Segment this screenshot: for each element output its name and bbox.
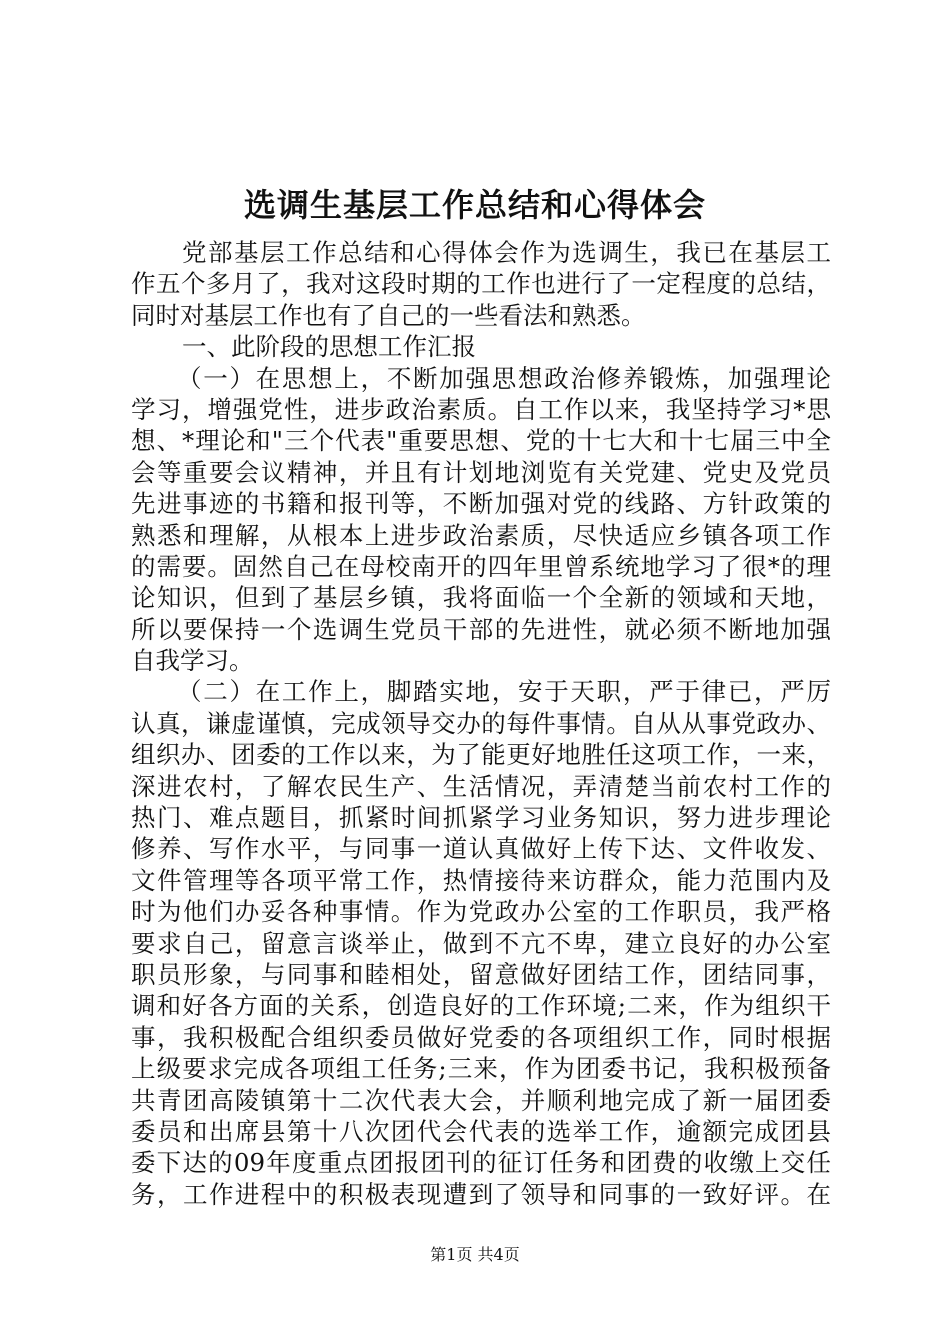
body-line: 所以要保持一个选调生党员干部的先进性，就必须不断地加强	[131, 614, 831, 644]
body-line: 委下达的09年度重点团报团刊的征订任务和团费的收缴上交任	[131, 1148, 831, 1178]
body-line: 认真，谦虚谨慎，完成领导交办的每件事情。自从从事党政办、	[131, 708, 831, 738]
body-line: 务，工作进程中的积极表现遭到了领导和同事的一致好评。在	[131, 1179, 831, 1209]
body-line: 想、*理论和"三个代表"重要思想、党的十七大和十七届三中全	[131, 426, 831, 456]
body-line: 时为他们办妥各种事情。作为党政办公室的工作职员，我严格	[131, 897, 831, 927]
body-line: 共青团高陵镇第十二次代表大会，并顺利地完成了新一届团委	[131, 1085, 831, 1115]
body-line: 学习，增强党性，进步政治素质。自工作以来，我坚持学习*思	[131, 394, 831, 424]
body-line: 同时对基层工作也有了自己的一些看法和熟悉。	[131, 300, 646, 330]
body-line: （二）在工作上，脚踏实地，安于天职，严于律已，严厉	[177, 677, 831, 707]
body-line: 事，我积极配合组织委员做好党委的各项组织工作，同时根据	[131, 1022, 831, 1052]
body-line: 热门、难点题目，抓紧时间抓紧学习业务知识，努力进步理论	[131, 803, 831, 833]
body-line: 要求自己，留意言谈举止，做到不亢不卑，建立良好的办公室	[131, 928, 831, 958]
body-line: 文件管理等各项平常工作，热情接待来访群众，能力范围内及	[131, 865, 831, 895]
body-line: 先进事迹的书籍和报刊等，不断加强对党的线路、方针政策的	[131, 489, 831, 519]
body-line: 修养、写作水平，与同事一道认真做好上传下达、文件收发、	[131, 834, 831, 864]
body-line: 熟悉和理解，从根本上进步政治素质，尽快适应乡镇各项工作	[131, 520, 831, 550]
section-heading: 一、此阶段的思想工作汇报	[182, 332, 476, 362]
body-line: 作五个多月了，我对这段时期的工作也进行了一定程度的总结，	[131, 269, 831, 299]
body-line: 的需要。固然自己在母校南开的四年里曾系统地学习了很*的理	[131, 551, 831, 581]
body-line: 深进农村，了解农民生产、生活情况，弄清楚当前农村工作的	[131, 771, 831, 801]
body-line: 上级要求完成各项组工任务;三来，作为团委书记，我积极预备	[131, 1054, 831, 1084]
body-line: （一）在思想上，不断加强思想政治修养锻炼，加强理论	[177, 363, 831, 393]
body-line: 委员和出席县第十八次团代会代表的选举工作，逾额完成团县	[131, 1116, 831, 1146]
body-line: 调和好各方面的关系，创造良好的工作环境;二来，作为组织干	[131, 991, 831, 1021]
body-line: 职员形象，与同事和睦相处，留意做好团结工作，团结同事，	[131, 959, 831, 989]
page-number-footer: 第1页 共4页	[430, 1245, 520, 1264]
body-line: 论知识，但到了基层乡镇，我将面临一个全新的领域和天地，	[131, 583, 831, 613]
body-line: 会等重要会议精神，并且有计划地浏览有关党建、党史及党员	[131, 457, 831, 487]
body-line: 组织办、团委的工作以来，为了能更好地胜任这项工作，一来，	[131, 740, 831, 770]
body-line: 党部基层工作总结和心得体会作为选调生，我已在基层工	[182, 238, 831, 267]
body-line: 自我学习。	[131, 646, 254, 676]
document-title: 选调生基层工作总结和心得体会	[243, 186, 706, 224]
document-body	[131, 237, 831, 1210]
